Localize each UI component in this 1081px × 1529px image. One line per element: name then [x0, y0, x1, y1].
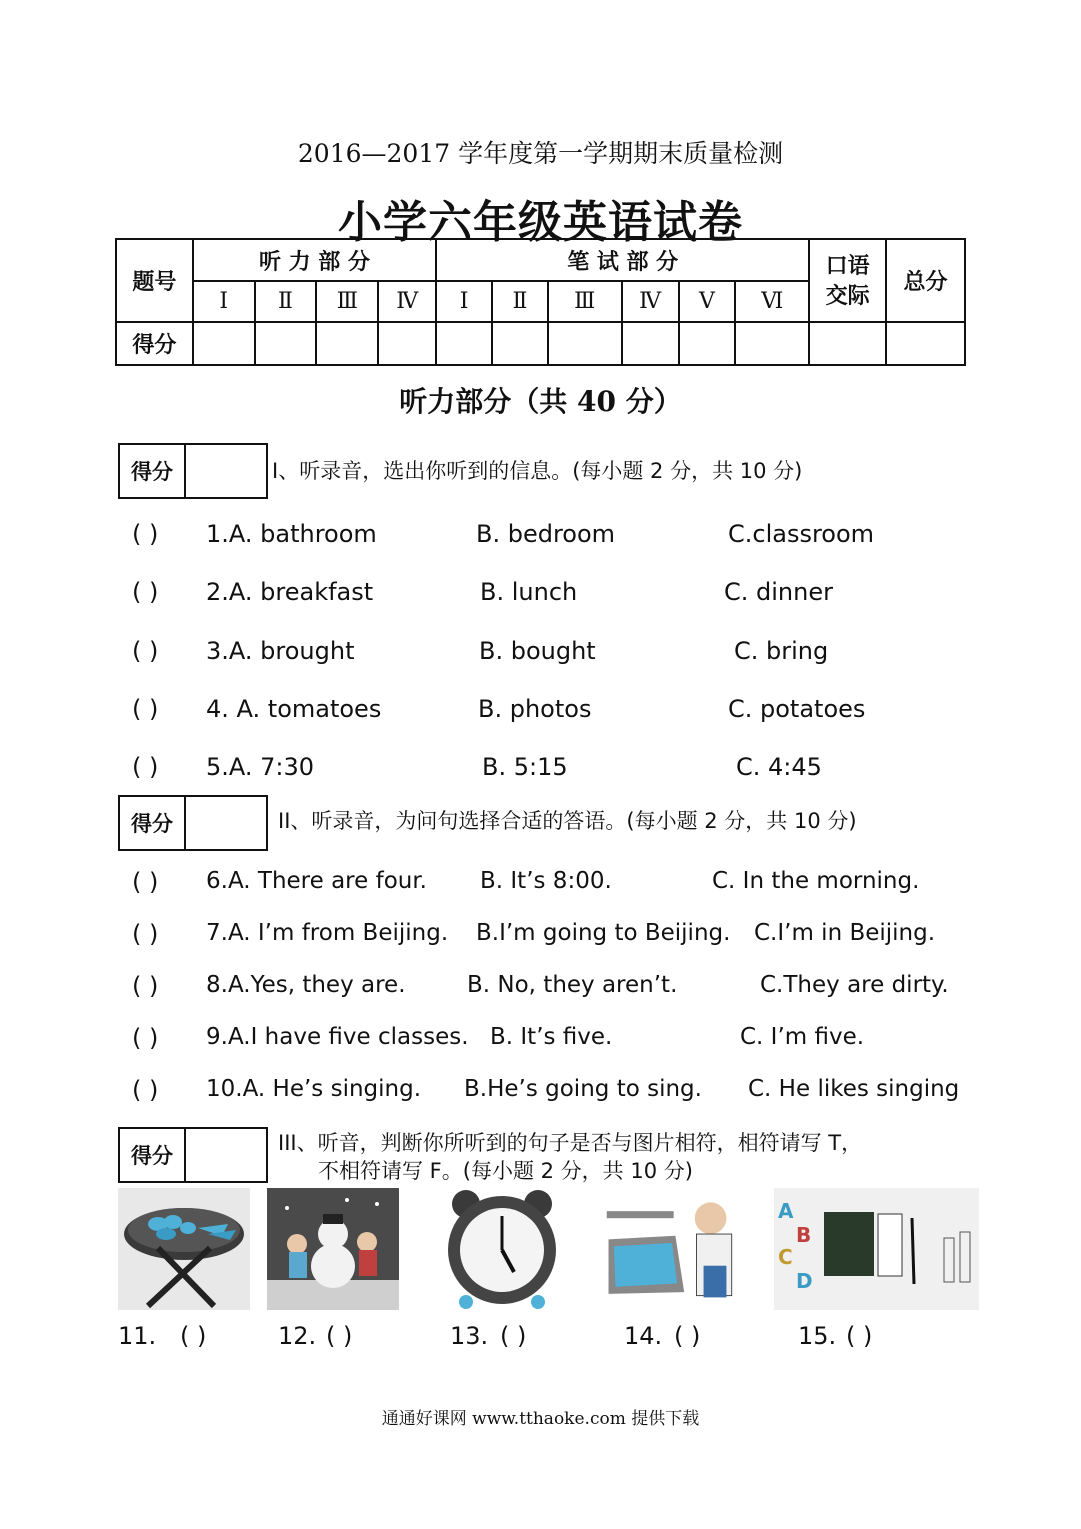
question-number-header: 题号 [116, 239, 193, 322]
listening-col-4: Ⅳ [378, 281, 436, 322]
footer-credit: 通通好课网 www.tthaoke.com 提供下载 [381, 1409, 700, 1429]
score-cell[interactable] [316, 322, 378, 365]
q3-option-c: C. bring [734, 637, 829, 665]
q10-option-c: C. He likes singing [748, 1076, 960, 1102]
answer-paren[interactable]: ( ) [132, 1024, 159, 1052]
q9-option-b: B. It’s five. [490, 1024, 613, 1050]
answer-paren[interactable]: ( ) [132, 695, 159, 723]
oral-header [809, 239, 886, 322]
q8-option-c: C.They are dirty. [760, 972, 949, 998]
part1-score-box [118, 443, 268, 499]
q9-option-a: 9.A.I have five classes. [206, 1024, 469, 1050]
q3-option-b: B. bought [479, 637, 596, 665]
score-box-label: 得分 [120, 1129, 186, 1181]
answer-paren[interactable]: ( ) [132, 868, 159, 896]
answer-paren[interactable]: ( ) [846, 1322, 873, 1350]
score-box-label: 得分 [120, 797, 186, 849]
part3-instruction-line2: 不相符请写 F。(每小题 2 分，共 10 分) [318, 1159, 693, 1183]
q4-option-a: 4. A. tomatoes [206, 695, 382, 723]
q7-option-a: 7.A. I’m from Beijing. [206, 920, 449, 946]
score-cell[interactable] [492, 322, 548, 365]
q4-option-c: C. potatoes [728, 695, 866, 723]
answer-paren[interactable]: ( ) [180, 1322, 207, 1350]
part3-instruction-line1: III、听音，判断你所听到的句子是否与图片相符，相符请写 T， [278, 1131, 863, 1155]
answer-paren[interactable]: ( ) [132, 920, 159, 948]
q11-label: 11. [118, 1322, 157, 1350]
q1-option-b: B. bedroom [476, 520, 616, 548]
q2-option-c: C. dinner [724, 578, 833, 606]
score-cell[interactable] [622, 322, 679, 365]
written-group-header: 笔 试 部 分 [436, 239, 809, 281]
q6-option-b: B. It’s 8:00. [480, 868, 612, 894]
q10-option-a: 10.A. He’s singing. [206, 1076, 422, 1102]
part1-instruction: Ⅰ、听录音，选出你听到的信息。(每小题 2 分，共 10 分) [272, 459, 803, 483]
written-col-2: Ⅱ [492, 281, 548, 322]
part2-instruction: II、听录音，为问句选择合适的答语。(每小题 2 分，共 10 分) [278, 809, 857, 833]
q7-option-c: C.I’m in Beijing. [754, 920, 936, 946]
score-table [115, 238, 966, 366]
score-cell[interactable] [679, 322, 736, 365]
written-col-5: Ⅴ [679, 281, 736, 322]
q13-label: 13. [450, 1322, 489, 1350]
svg-text:A: A [778, 1199, 794, 1223]
exam-title: 小学六年级英语试卷 [338, 197, 743, 248]
written-col-4: Ⅳ [622, 281, 679, 322]
written-col-3: Ⅲ [548, 281, 622, 322]
answer-paren[interactable]: ( ) [132, 637, 159, 665]
q5-option-b: B. 5:15 [482, 753, 568, 781]
q8-option-a: 8.A.Yes, they are. [206, 972, 406, 998]
q3-option-a: 3.A. brought [206, 637, 355, 665]
q7-option-b: B.I’m going to Beijing. [476, 920, 731, 946]
answer-paren[interactable]: ( ) [326, 1322, 353, 1350]
svg-text:D: D [796, 1269, 813, 1293]
q15-label: 15. [798, 1322, 837, 1350]
answer-paren[interactable]: ( ) [132, 1076, 159, 1104]
q1-option-a: 1.A. bathroom [206, 520, 377, 548]
listening-group-header: 听 力 部 分 [193, 239, 436, 281]
score-cell[interactable] [735, 322, 809, 365]
score-cell[interactable] [886, 322, 965, 365]
score-box-blank[interactable] [186, 1129, 266, 1181]
answer-paren[interactable]: ( ) [674, 1322, 701, 1350]
listening-col-3: Ⅲ [316, 281, 378, 322]
snowman-picture [267, 1188, 399, 1310]
q2-option-b: B. lunch [480, 578, 578, 606]
part2-score-box [118, 795, 268, 851]
svg-text:B: B [796, 1223, 812, 1247]
listening-col-2: Ⅱ [255, 281, 317, 322]
svg-text:C: C [778, 1245, 793, 1269]
score-box-label: 得分 [120, 445, 186, 497]
score-cell[interactable] [193, 322, 255, 365]
q10-option-b: B.He’s going to sing. [464, 1076, 702, 1102]
score-cell[interactable] [378, 322, 436, 365]
answer-paren[interactable]: ( ) [132, 520, 159, 548]
washing-hands-picture [605, 1188, 737, 1310]
q1-option-c: C.classroom [728, 520, 875, 548]
q2-option-a: 2.A. breakfast [206, 578, 374, 606]
score-cell[interactable] [436, 322, 492, 365]
score-box-blank[interactable] [186, 797, 266, 849]
oral-header-text: 口语交际 [825, 252, 870, 309]
table-food-picture [118, 1188, 250, 1310]
q5-option-a: 5.A. 7:30 [206, 753, 315, 781]
answer-paren[interactable]: ( ) [132, 753, 159, 781]
q14-label: 14. [624, 1322, 663, 1350]
score-cell[interactable] [548, 322, 622, 365]
total-header: 总分 [886, 239, 965, 322]
answer-paren[interactable]: ( ) [132, 972, 159, 1000]
q5-option-c: C. 4:45 [736, 753, 822, 781]
part3-score-box [118, 1127, 268, 1183]
q12-label: 12. [278, 1322, 317, 1350]
written-col-6: Ⅵ [735, 281, 809, 322]
answer-paren[interactable]: ( ) [500, 1322, 527, 1350]
written-col-1: Ⅰ [436, 281, 492, 322]
q8-option-b: B. No, they aren’t. [467, 972, 678, 998]
score-box-blank[interactable] [186, 445, 266, 497]
q6-option-c: C. In the morning. [712, 868, 920, 894]
q9-option-c: C. I’m five. [740, 1024, 865, 1050]
listening-section-title: 听力部分（共 40 分） [399, 385, 682, 418]
score-row-label: 得分 [116, 322, 193, 365]
clock-picture [436, 1188, 568, 1310]
answer-paren[interactable]: ( ) [132, 578, 159, 606]
score-cell[interactable] [255, 322, 317, 365]
exam-subtitle: 2016—2017 学年度第一学期期末质量检测 [297, 139, 784, 168]
listening-col-1: Ⅰ [193, 281, 255, 322]
classroom-items-picture [774, 1188, 979, 1310]
q6-option-a: 6.A. There are four. [206, 868, 427, 894]
score-cell[interactable] [809, 322, 886, 365]
q4-option-b: B. photos [478, 695, 592, 723]
